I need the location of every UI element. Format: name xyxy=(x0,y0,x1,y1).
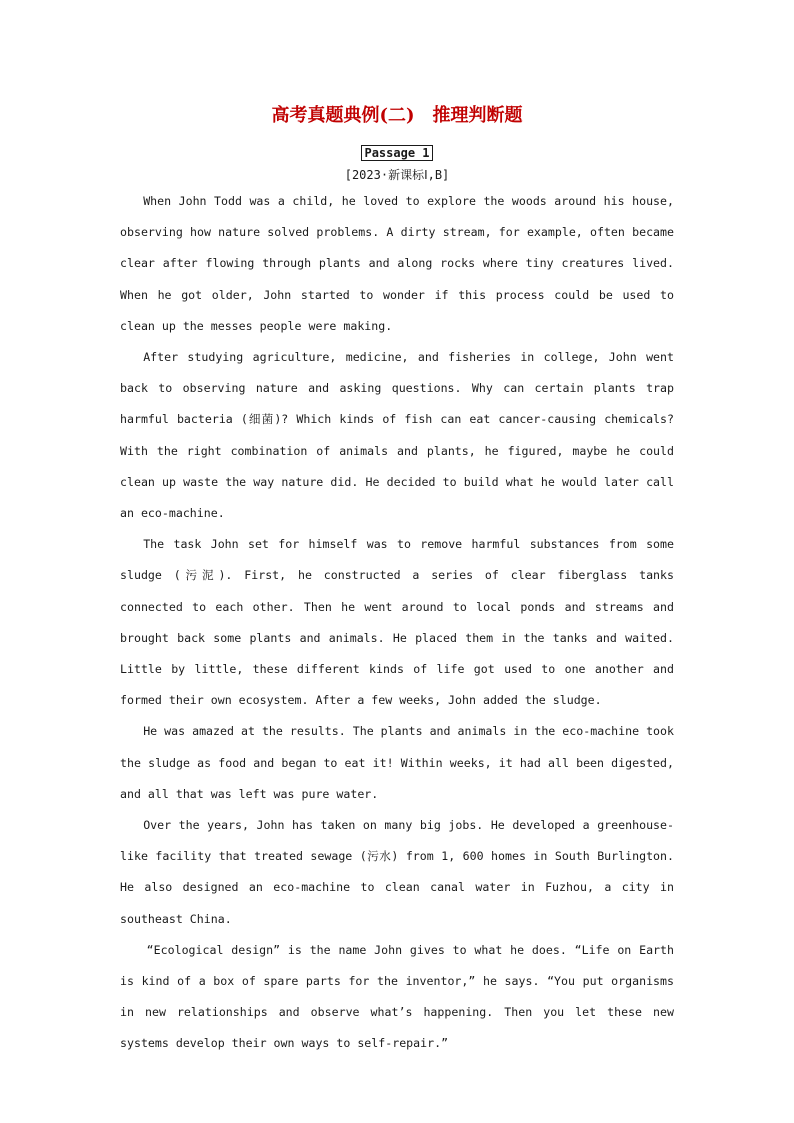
page-title xyxy=(120,100,674,132)
title-sub: 推理判断题 xyxy=(432,105,523,126)
passage-label: Passage 1 xyxy=(361,145,432,161)
document-page xyxy=(120,100,674,1060)
paragraph-4: He was amazed at the results. The plants and animals in the eco-machine took the sludge as food and began to eat it! Within weeks, it had all been digested, and all that was left was pure water. xyxy=(120,724,674,801)
paragraph-2: After studying agriculture, medicine, and fisheries in college, John went back to observing nature and asking questions. Why can certain plants trap harmful bacteria (细菌)? Which kinds of fish can eat cancer-causing chemicals? With the right combination of animals and plants, he figured, maybe he could clean up waste the way nature did. He decided to build what he would later call an eco-machine. xyxy=(120,350,674,521)
paragraph-6: “Ecological design” is the name John gives to what he does. “Life on Earth is kind of a box of spare parts for the inventor,” he says. “You put organisms in new relationships and observe what’s happening. Then you let these new systems develop their own ways to self-repair.” xyxy=(120,942,674,1051)
passage-body xyxy=(120,186,674,1060)
passage-label-wrap xyxy=(120,142,674,162)
title-main: 高考真题典例(二) xyxy=(271,105,415,126)
paragraph-5: Over the years, John has taken on many big jobs. He developed a greenhouse-like facility that treated sewage (污水) from 1, 600 homes in South Burlington. He also designed an eco-machine to clean canal water in Fuzhou, a city in southeast China. xyxy=(120,818,674,926)
paragraph-3: The task John set for himself was to remove harmful substances from some sludge (污泥). First, he constructed a series of clear fiberglass tanks connected to each other. Then he went around to local ponds and streams and brought back some plants and animals. He placed them in the tanks and waited. Little by little, these different kinds of life got used to one another and formed their own ecosystem. After a few weeks, John added the sludge. xyxy=(120,537,674,708)
paragraph-1: When John Todd was a child, he loved to explore the woods around his house, observing how nature solved problems. A dirty stream, for example, often became clear after flowing through plants and along rocks where tiny creatures lived. When he got older, John started to wonder if this process could be used to clean up the messes people were making. xyxy=(120,194,674,333)
source-citation: [2023·新课标Ⅰ,B] xyxy=(344,168,450,182)
